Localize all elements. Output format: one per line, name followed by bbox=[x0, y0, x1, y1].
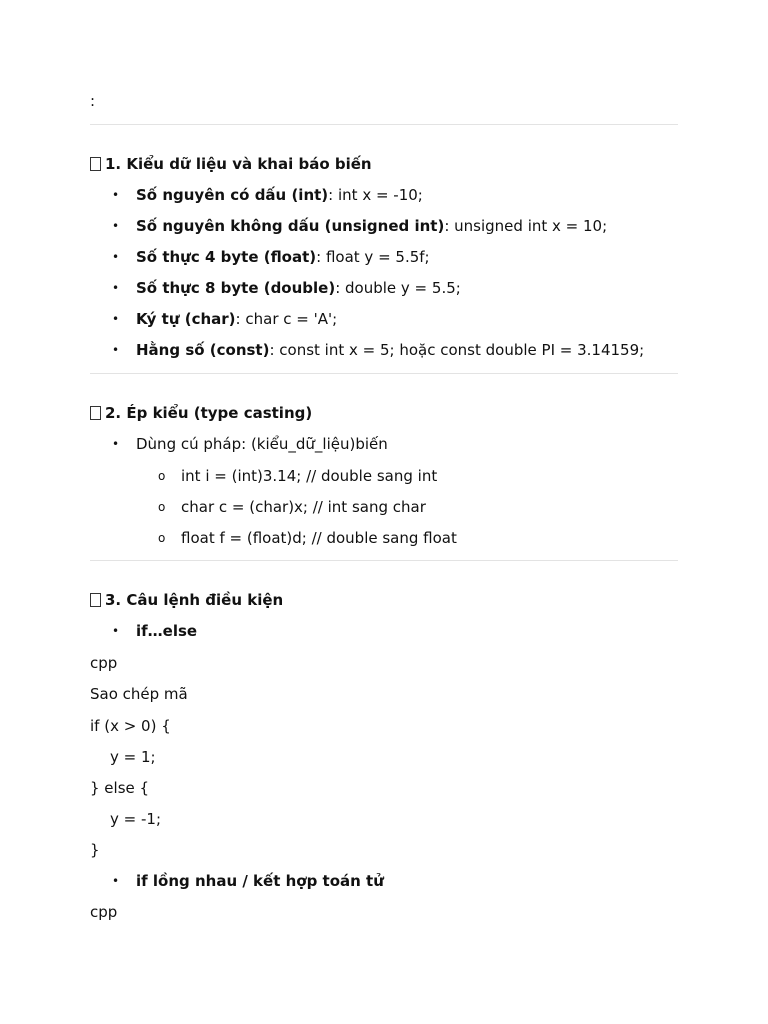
code-line: y = 1; bbox=[110, 748, 156, 766]
list-item: • Số thực 8 byte (double): double y = 5.5; bbox=[112, 279, 461, 297]
bullet-icon: • bbox=[112, 437, 120, 451]
list-item: • Số nguyên không dấu (unsigned int): unsigned int x = 10; bbox=[112, 217, 608, 235]
section-2-heading: 2. Ép kiểu (type casting) bbox=[90, 403, 312, 423]
divider bbox=[90, 124, 678, 125]
divider bbox=[90, 373, 678, 374]
code-line: } bbox=[90, 841, 100, 859]
sub-list-item: o int i = (int)3.14; // double sang int bbox=[158, 467, 438, 485]
missing-glyph-icon bbox=[90, 157, 101, 171]
circle-bullet-icon: o bbox=[158, 469, 166, 483]
top-text: : bbox=[90, 92, 96, 110]
section-1-heading: 1. Kiểu dữ liệu và khai báo biến bbox=[90, 154, 372, 174]
code-line: y = -1; bbox=[110, 810, 161, 828]
list-item: • Số nguyên có dấu (int): int x = -10; bbox=[112, 186, 423, 204]
bullet-icon: • bbox=[112, 874, 120, 888]
circle-bullet-icon: o bbox=[158, 500, 166, 514]
bullet-icon: • bbox=[112, 188, 120, 202]
list-item: • Hằng số (const): const int x = 5; hoặc const double PI = 3.14159; bbox=[112, 341, 645, 359]
section-3-heading: 3. Câu lệnh điều kiện bbox=[90, 590, 283, 610]
bullet-icon: • bbox=[112, 624, 120, 638]
list-item: • Dùng cú pháp: (kiểu_dữ_liệu)biến bbox=[112, 435, 388, 453]
divider bbox=[90, 560, 678, 561]
copy-code-button[interactable]: Sao chép mã bbox=[90, 685, 188, 703]
code-language-label: cpp bbox=[90, 903, 118, 921]
code-line: } else { bbox=[90, 779, 150, 797]
list-item: • Số thực 4 byte (float): float y = 5.5f; bbox=[112, 248, 430, 266]
list-item: • if lồng nhau / kết hợp toán tử bbox=[112, 872, 384, 890]
code-language-label: cpp bbox=[90, 654, 118, 672]
bullet-icon: • bbox=[112, 250, 120, 264]
list-item: • if…else bbox=[112, 622, 198, 640]
code-line: if (x > 0) { bbox=[90, 717, 171, 735]
missing-glyph-icon bbox=[90, 593, 101, 607]
bullet-icon: • bbox=[112, 281, 120, 295]
bullet-icon: • bbox=[112, 219, 120, 233]
sub-list-item: o char c = (char)x; // int sang char bbox=[158, 498, 426, 516]
sub-list-item: o float f = (float)d; // double sang float bbox=[158, 529, 457, 547]
bullet-icon: • bbox=[112, 312, 120, 326]
missing-glyph-icon bbox=[90, 406, 101, 420]
list-item: • Ký tự (char): char c = 'A'; bbox=[112, 310, 338, 328]
bullet-icon: • bbox=[112, 343, 120, 357]
circle-bullet-icon: o bbox=[158, 531, 166, 545]
